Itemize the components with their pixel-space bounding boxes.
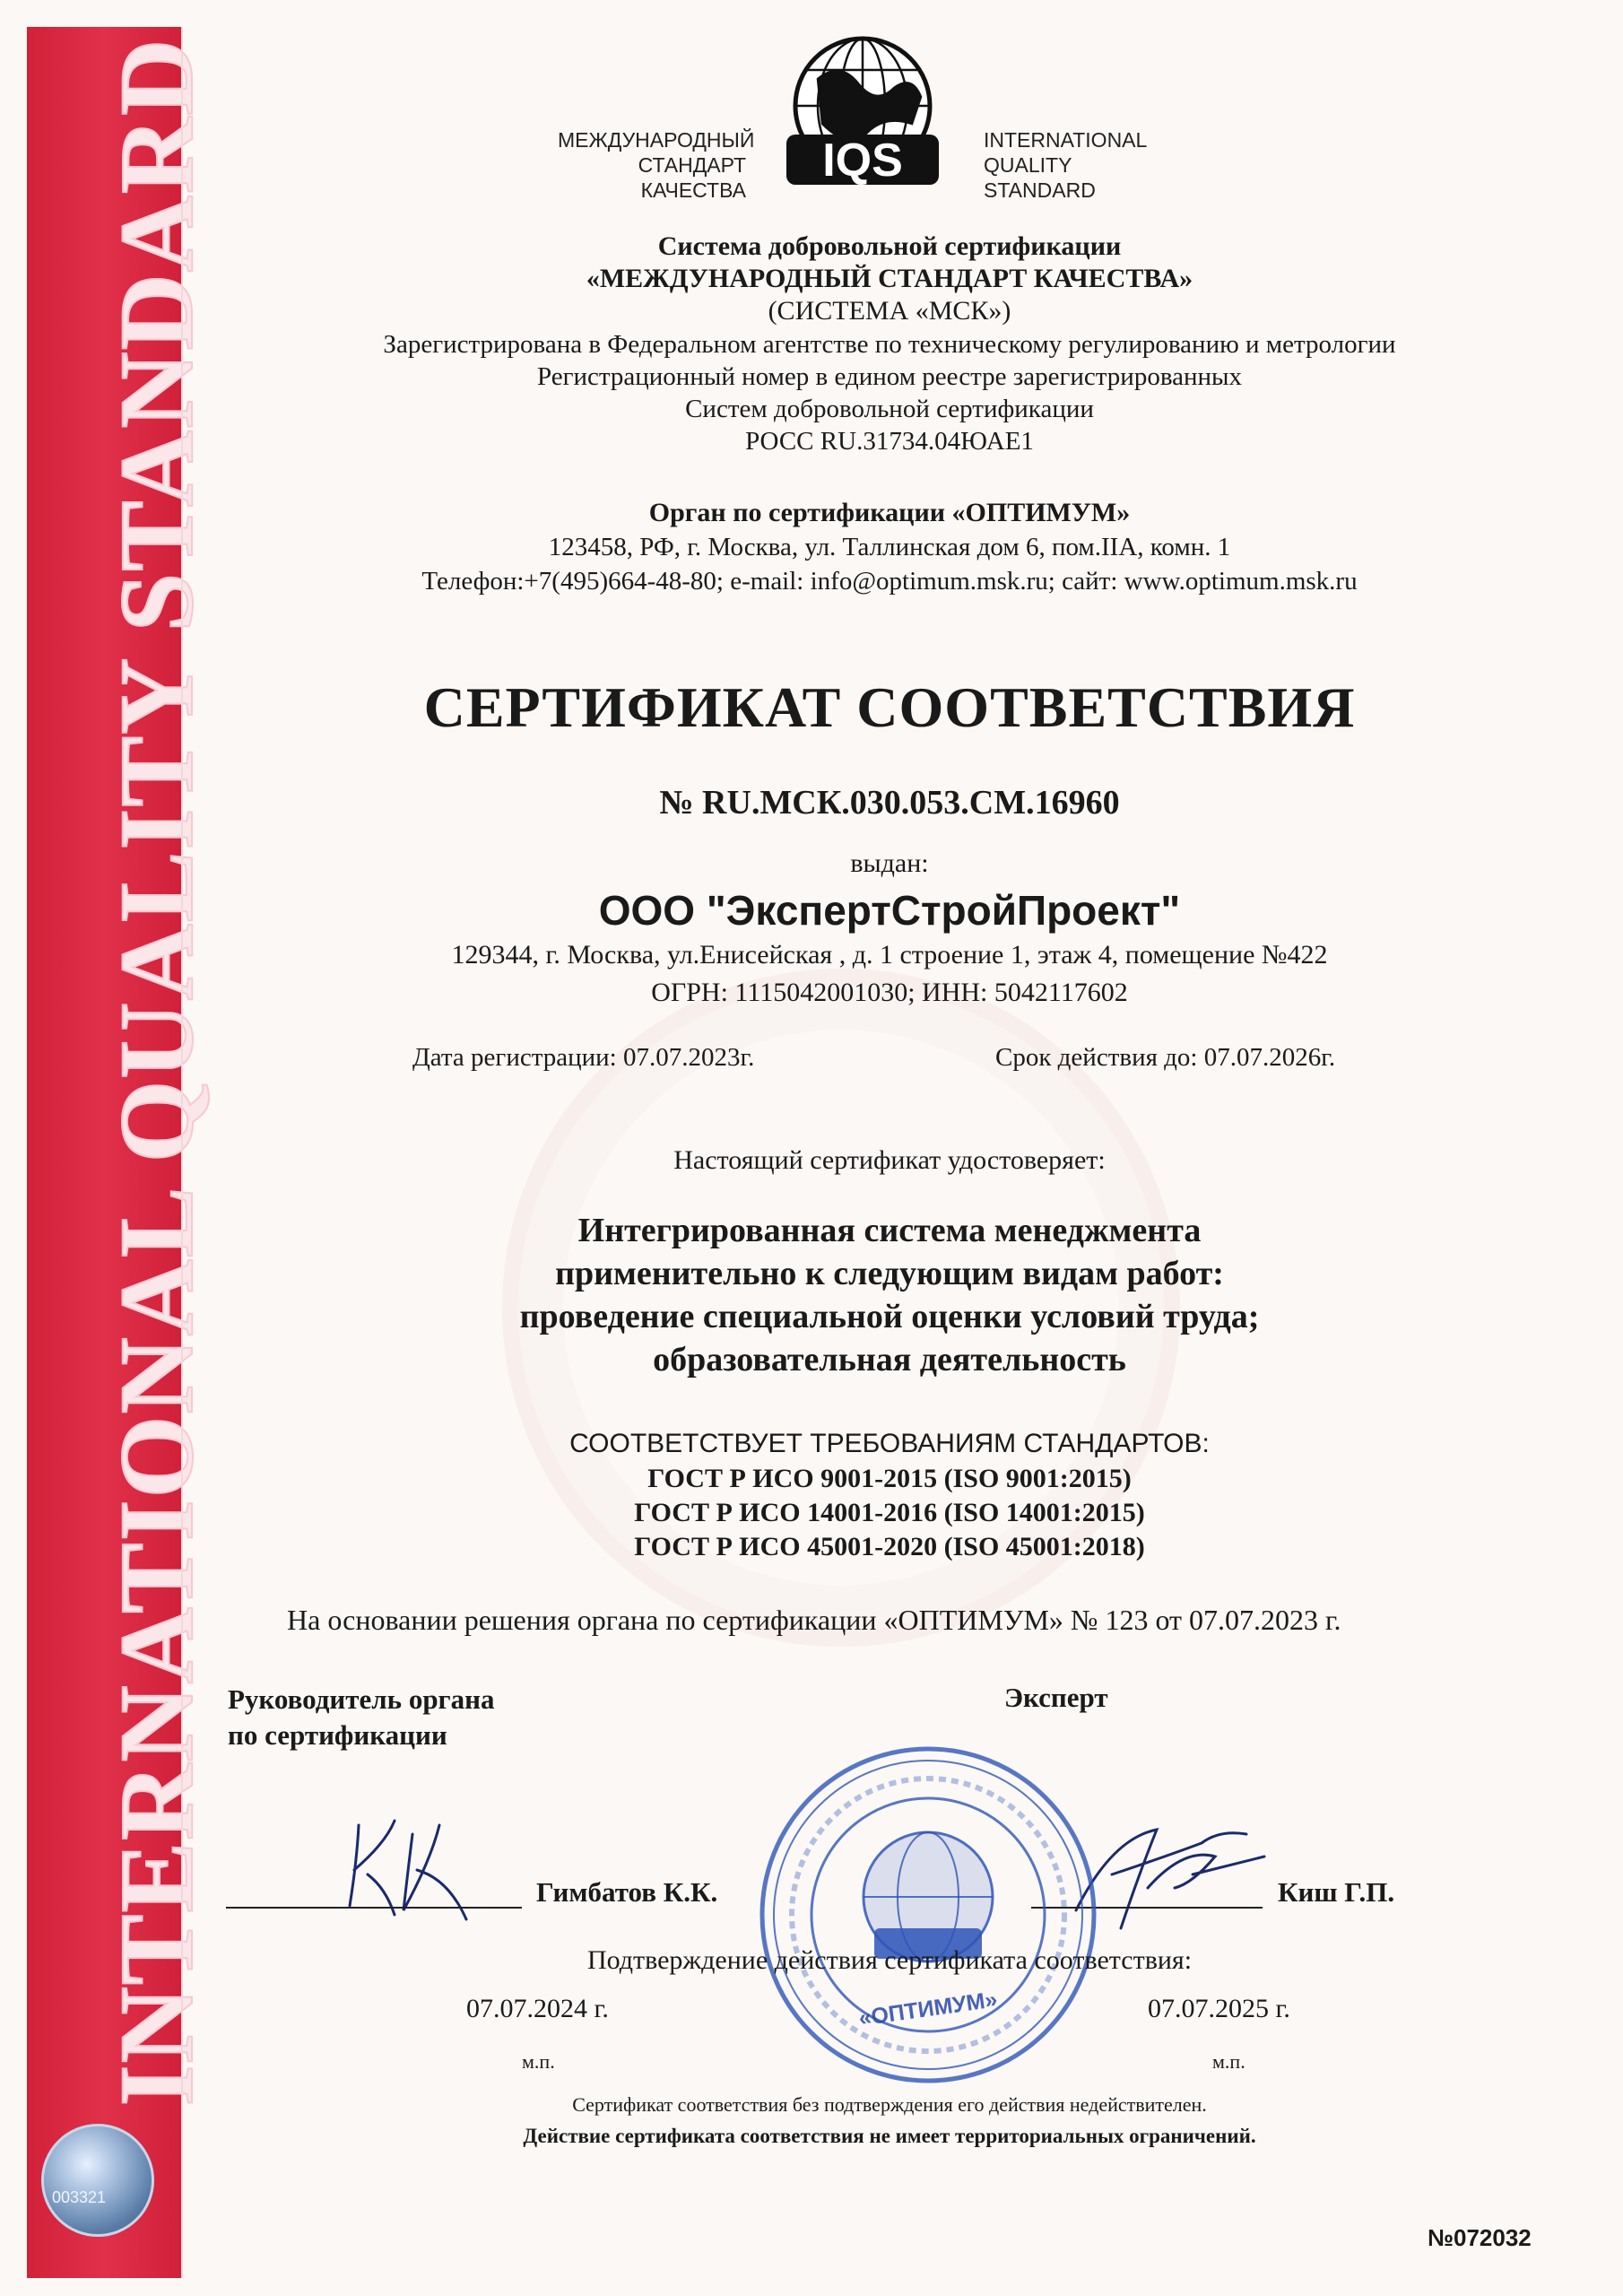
- confirmation-date-2: 07.07.2025 г.: [1148, 1994, 1290, 2023]
- system-title: «МЕЖДУНАРОДНЫЙ СТАНДАРТ КАЧЕСТВА»: [586, 264, 1193, 293]
- hologram-globe-icon: [41, 2124, 154, 2237]
- company-name: ООО "ЭкспертСтройПроект": [598, 887, 1181, 934]
- band-text: INTERNATIONAL QUALITY STANDARD: [98, 37, 215, 2107]
- registry-number: РОСС RU.31734.04ЮАЕ1: [745, 427, 1034, 456]
- standard-line: ГОСТ Р ИСО 9001-2015 (ISO 9001:2015): [647, 1464, 1132, 1493]
- company-address: 129344, г. Москва, ул.Енисейская , д. 1 строение 1, этаж 4, помещение №422: [451, 940, 1328, 970]
- system-name-line: Система добровольной сертификации: [657, 231, 1122, 261]
- expert-label: Эксперт: [1004, 1682, 1108, 1713]
- certification-body-address: 123458, РФ, г. Москва, ул. Таллинская дом 6, пом.IIА, комн. 1: [548, 533, 1231, 561]
- stamp-place-1: м.п.: [522, 2050, 555, 2073]
- scope-line: применительно к следующим видам работ:: [555, 1255, 1224, 1292]
- system-abbr: (СИСТЕМА «МСК»): [768, 296, 1011, 326]
- registration-line: Зарегистрирована в Федеральном агентстве по техническому регулированию и метрологии: [383, 330, 1396, 359]
- iqs-logo: [181, 27, 1598, 206]
- logo-left-text: МЕЖДУНАРОДНЫЙ СТАНДАРТ КАЧЕСТВА: [558, 128, 755, 202]
- head-name: Гимбатов К.К.: [536, 1876, 718, 1908]
- registration-date: Дата регистрации: 07.07.2023г.: [412, 1043, 755, 1072]
- confirmation-date-1: 07.07.2024 г.: [466, 1994, 609, 2023]
- official-stamp-icon: [753, 1740, 1103, 2090]
- scope-line: образовательная деятельность: [653, 1341, 1126, 1378]
- certification-body-name: Орган по сертификации «ОПТИМУМ»: [648, 498, 1131, 527]
- hologram-number: 003321: [52, 2188, 107, 2206]
- certification-body-contacts: Телефон:+7(495)664-48-80; e-mail: info@optimum.msk.ru; сайт: www.optimum.msk.ru: [421, 567, 1358, 596]
- certificate-number: № RU.МСК.030.053.СМ.16960: [659, 784, 1120, 822]
- scope-line: Интегрированная система менеджмента: [577, 1212, 1202, 1249]
- requirements-label: СООТВЕТСТВУЕТ ТРЕБОВАНИЯМ СТАНДАРТОВ:: [569, 1429, 1210, 1458]
- certifies-label: Настоящий сертификат удостоверяет:: [673, 1145, 1106, 1175]
- form-serial-number: №072032: [1428, 2224, 1532, 2251]
- standard-line: ГОСТ Р ИСО 14001-2016 (ISO 14001:2015): [634, 1498, 1145, 1527]
- confirmation-label: Подтверждение действия сертификата соответствия:: [586, 1945, 1193, 1975]
- registry-line-2: Систем добровольной сертификации: [685, 395, 1094, 423]
- validity-note: Сертификат соответствия без подтверждения его действия недействителен.: [572, 2093, 1207, 2116]
- stamp-label: «ОПТИМУМ»: [856, 1987, 999, 2031]
- head-of-body-label: Руководитель органа по сертификации: [228, 1683, 495, 1751]
- expert-name: Киш Г.П.: [1278, 1876, 1395, 1908]
- decision-basis: На основании решения органа по сертификации «ОПТИМУМ» № 123 от 07.07.2023 г.: [287, 1604, 1341, 1636]
- logo-right-text: INTERNATIONAL QUALITY STANDARD: [984, 128, 1148, 202]
- registry-line: Регистрационный номер в едином реестре зарегистрированных: [536, 362, 1243, 391]
- head-signature-line: [226, 1907, 522, 1909]
- issued-label: выдан:: [850, 848, 929, 878]
- valid-until-date: Срок действия до: 07.07.2026г.: [995, 1043, 1336, 1072]
- standard-line: ГОСТ Р ИСО 45001-2020 (ISO 45001:2018): [634, 1532, 1145, 1561]
- certificate-title: СЕРТИФИКАТ СООТВЕТСТВИЯ: [423, 675, 1356, 739]
- globe-logo-icon: [768, 34, 957, 204]
- stamp-place-2: м.п.: [1212, 2050, 1245, 2073]
- svg-text:IQS: IQS: [822, 135, 903, 187]
- company-ogrn-inn: ОГРН: 1115042001030; ИНН: 5042117602: [651, 978, 1128, 1007]
- scope-line: проведение специальной оценки условий труда;: [519, 1298, 1260, 1335]
- territorial-note: Действие сертификата соответствия не имеет территориальных ограничений.: [523, 2125, 1256, 2147]
